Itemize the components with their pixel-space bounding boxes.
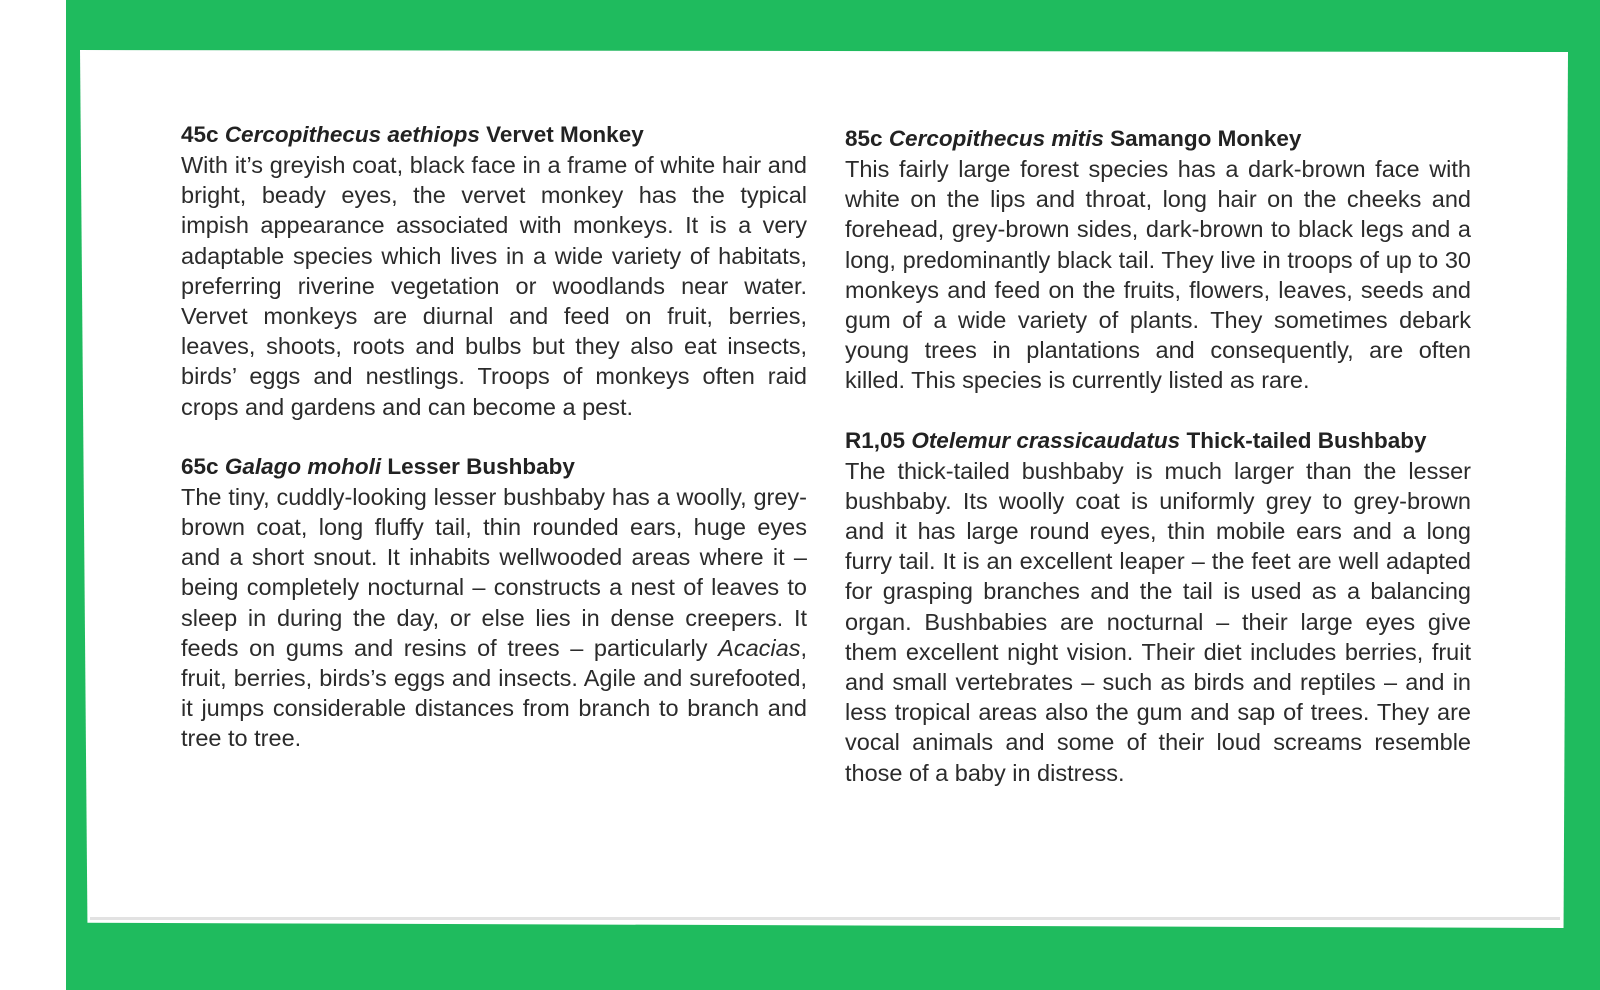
stamp-price: 45c	[181, 122, 219, 147]
description-text: , fruit, berries, birds’s eggs and insects. Agile and surefooted, it jumps considerable distances from branch to branch and tree to tree.	[181, 634, 807, 752]
common-name: Samango Monkey	[1110, 126, 1302, 151]
latin-name: Cercopithecus aethiops	[224, 122, 480, 147]
entry-heading	[181, 120, 807, 150]
description-italic-term: Acacias	[718, 634, 801, 661]
card-bottom-edge	[90, 917, 1560, 920]
entry-lesser-bushbaby	[181, 452, 807, 754]
entry-heading	[181, 452, 807, 482]
stamp-price: R1,05	[845, 427, 906, 453]
entry-description: This fairly large forest species has a dark-brown face with white on the lips and throat, long hair on the cheeks and forehead, grey-brown sides, dark-brown to black legs and a long, predominantly black tail. They live in troops of up to 30 monkeys and feed on the fruits, flowers, leaves, seeds and gum of a wide variety of plants. They sometimes debark young trees in plantations and consequently, are often killed. This species is currently listed as rare.	[845, 156, 1471, 394]
stamp-price: 85c	[845, 126, 883, 151]
entry-heading	[845, 124, 1471, 154]
entry-thick-tailed-bushbaby	[845, 426, 1471, 788]
entry-vervet-monkey	[181, 120, 807, 422]
entry-description: The thick-tailed bushbaby is much larger than the lesser bushbaby. Its woolly coat is uniformly grey to grey-brown and it has large round eyes, thin mobile ears and a long furry tail. It is an excellent leaper – the feet are well adapted for grasping branches and the tail is used as a balancing organ. Bushbabies are nocturnal – their large eyes give them excellent night vision. Their diet includes berries, fruit and small vertebrates – such as birds and reptiles – and in less tropical areas also the gum and sap of trees. They are vocal animals and some of their loud screams resemble those of a baby in distress.	[845, 457, 1471, 786]
common-name: Lesser Bushbaby	[387, 453, 575, 479]
stamp-price: 65c	[181, 453, 219, 479]
description-text: The tiny, cuddly-looking lesser bushbaby has a woolly, grey-brown coat, long fluffy tail, thin rounded ears, huge eyes and a short snout. It inhabits wellwooded areas where it – being completely nocturnal – constructs a nest of leaves to sleep in during the day, or else lies in dense creepers. It feeds on gums and resins of trees – particularly	[181, 483, 807, 661]
latin-name: Cercopithecus mitis	[888, 126, 1104, 151]
entry-description	[181, 482, 807, 754]
entry-samango-monkey	[845, 124, 1471, 396]
common-name: Thick-tailed Bushbaby	[1186, 427, 1427, 453]
entry-heading	[845, 426, 1471, 456]
latin-name: Galago moholi	[224, 453, 382, 479]
latin-name: Otelemur crassicaudatus	[911, 427, 1181, 453]
entry-description: With it’s greyish coat, black face in a frame of white hair and bright, beady eyes, the vervet monkey has the typical impish appearance associated with monkeys. It is a very adaptable species which lives in a wide variety of habitats, preferring riverine vegetation or woodlands near water. Vervet monkeys are diurnal and feed on fruit, berries, leaves, shoots, roots and bulbs but they also eat insects, birds’ eggs and nestlings. Troops of monkeys often raid crops and gardens and can become a pest.	[181, 152, 807, 420]
common-name: Vervet Monkey	[486, 122, 644, 147]
right-column	[845, 124, 1471, 818]
left-column	[181, 120, 807, 784]
